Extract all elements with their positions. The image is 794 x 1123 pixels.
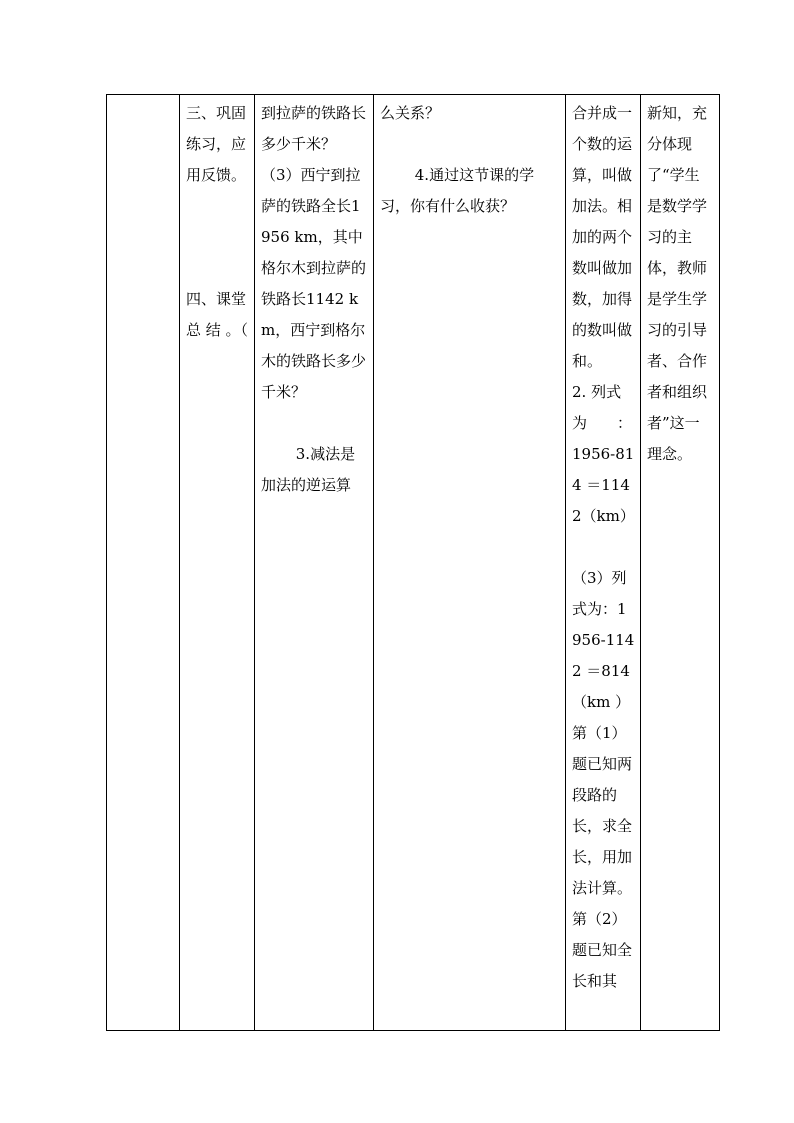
lesson-plan-table [106,94,720,1031]
cell-design-intent [641,95,720,1031]
teaching-content-text: 到拉萨的铁路长多少千米？（3）西宁到拉萨的铁路全长1956 km，其中格尔木到拉萨的铁路长1142 km，西宁到格尔木的铁路长多少千米？ 3.减法是加法的逆运算 [261,104,367,494]
cell-teaching-stage [180,95,255,1031]
design-intent-text: 新知，充分体现了“学生是数学学习的主体，教师是学生学习的引导者、合作者和组织者”这一理念。 [647,104,708,463]
teaching-stage-text: 三、巩固练习，应用反馈。 四、课堂总 结 。（ [186,104,249,339]
cell-teaching-content [255,95,374,1031]
cell-student-activity [566,95,641,1031]
table-row [107,95,720,1031]
cell-teacher-activity [374,95,566,1031]
cell-blank [107,95,180,1031]
teacher-activity-text: 么关系？ 4.通过这节课的学习，你有什么收获？ [380,104,535,215]
student-activity-text: 合并成一个数的运算，叫做加法。相加的两个数叫做加数，加得的数叫做和。 2. 列式为 ：1956-814 ＝1142（km） （3）列式为：1956-1142 ＝814（km ）第（1）题已知两段路的长，求全长，用加法计算。第（2）题已知全长和其 [572,104,635,990]
